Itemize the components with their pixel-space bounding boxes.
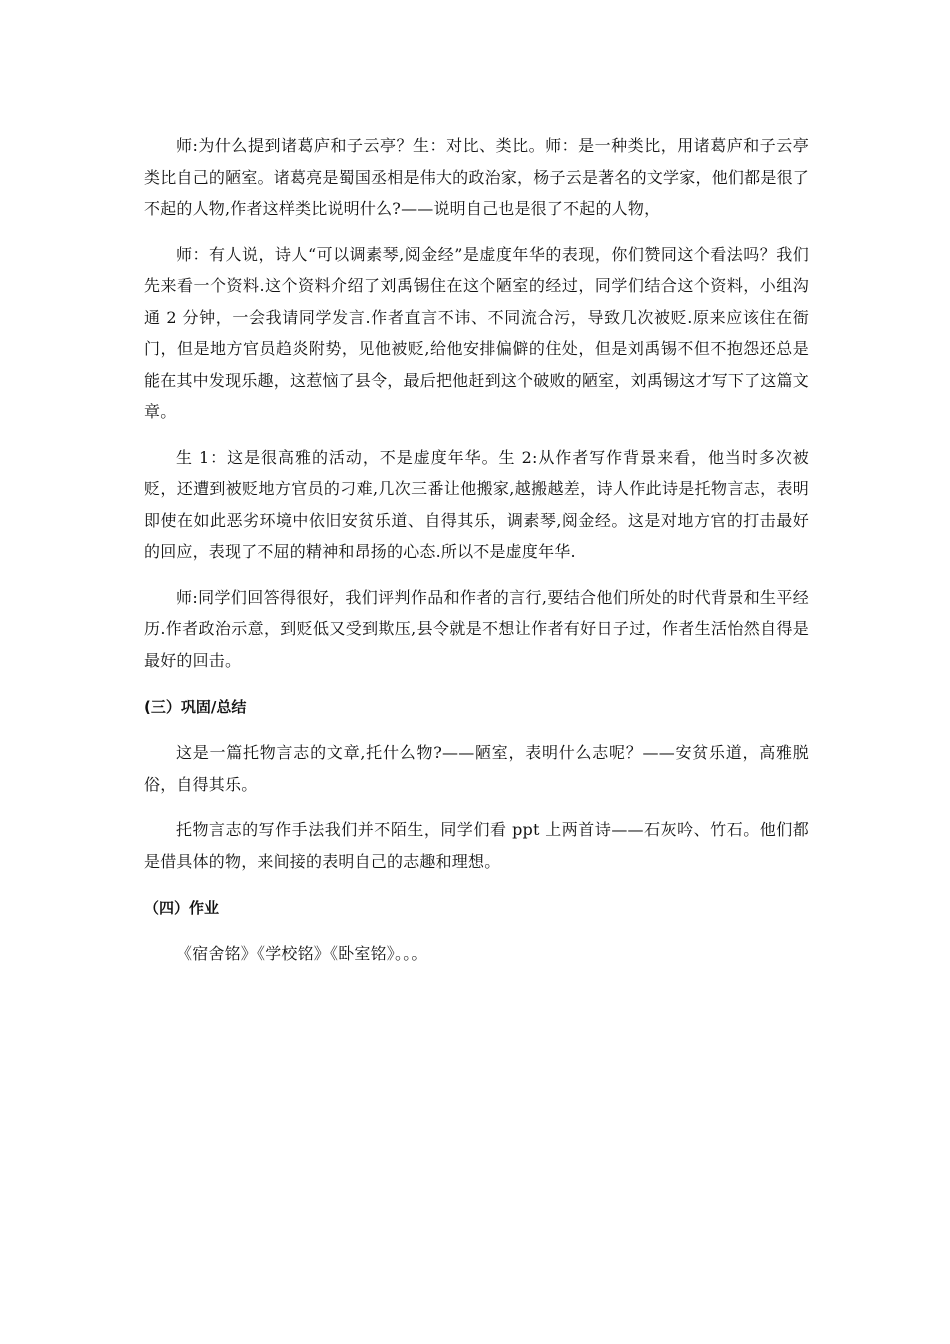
paragraph-consolidate-2: 托物言志的写作手法我们并不陌生，同学们看 ppt 上两首诗——石灰吟、竹石。他们都是借具体的物，来间接的表明自己的志趣和理想。 bbox=[144, 820, 809, 871]
paragraph-student-answers: 生 1：这是很高雅的活动，不是虚度年华。生 2:从作者写作背景来看，他当时多次被贬，还遭到被贬地方官员的刁难,几次三番让他搬家,越搬越差，诗人作此诗是托物言志，表明即使在如此恶劣环境中依旧安贫乐道、自得其乐，调素琴,阅金经。这是对地方官的打击最好的回应，表现了不屈的精神和昂扬的心态.所以不是虚度年华. bbox=[144, 447, 809, 561]
paragraph-homework: 《宿舍铭》《学校铭》《卧室铭》。。。 bbox=[176, 944, 428, 963]
paragraph-teacher-background: 师：有人说，诗人“可以调素琴,阅金经”是虚度年华的表现，你们赞同这个看法吗？我们先来看一个资料.这个资料介绍了刘禹锡住在这个陋室的经过，同学们结合这个资料，小组沟通 2 分钟，一会我请同学发言.作者直言不讳、不同流合污，导致几次被贬.原来应该住在衙门，但是地方官员趋炎附势，见他被贬,给他安排偏僻的住处，但是刘禹锡不但不抱怨还总是能在其中发现乐趣，这惹恼了县令，最后把他赶到这个破败的陋室，刘禹锡这才写下了这篇文章。 bbox=[144, 244, 809, 421]
section-heading-homework: （四）作业 bbox=[144, 899, 220, 917]
paragraph-teacher-question: 师:为什么提到诸葛庐和子云亭？生：对比、类比。师：是一种类比，用诸葛庐和子云亭类比自己的陋室。诸葛亮是蜀国丞相是伟大的政治家，杨子云是著名的文学家，他们都是很了不起的人物,作者这样类比说明什么?——说明自己也是很了不起的人物， bbox=[144, 136, 809, 218]
document-page bbox=[144, 130, 809, 984]
paragraph-teacher-summary: 师:同学们回答得很好，我们评判作品和作者的言行,要结合他们所处的时代背景和生平经历.作者政治示意，到贬低又受到欺压,县令就是不想让作者有好日子过，作者生活怡然自得是最好的回击。 bbox=[144, 587, 809, 670]
section-heading-consolidate: (三）巩固/总结 bbox=[144, 698, 247, 716]
paragraph-consolidate-1: 这是一篇托物言志的文章,托什么物?——陋室，表明什么志呢？——安贫乐道，高雅脱俗，自得其乐。 bbox=[144, 743, 809, 794]
